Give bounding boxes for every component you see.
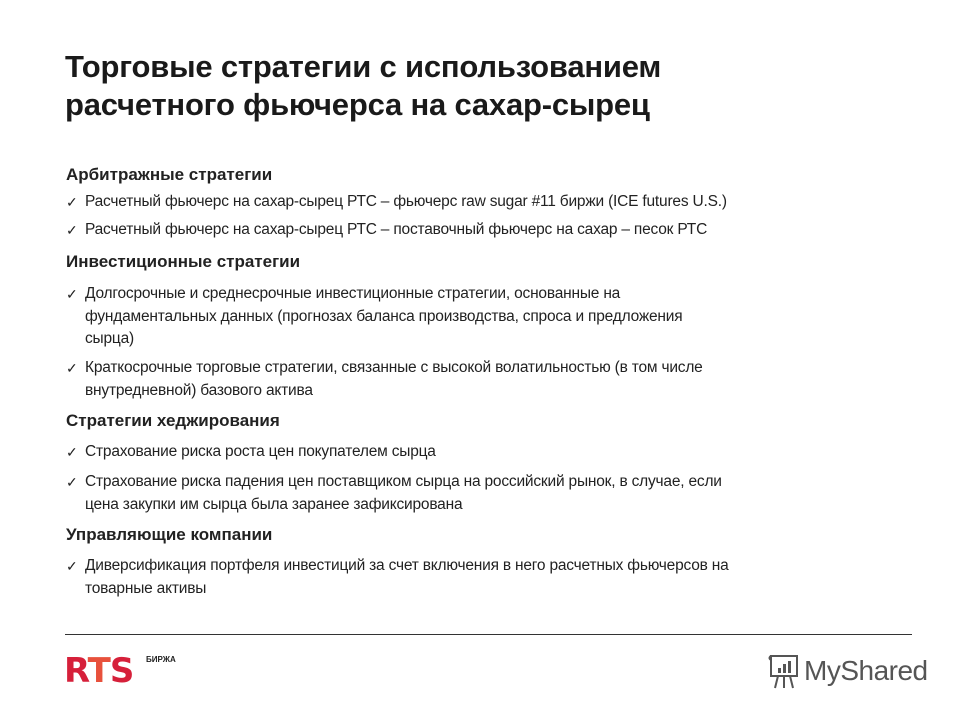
rts-logo <box>64 651 134 691</box>
bullet-item <box>66 471 915 516</box>
title-line: Торговые стратегии с использованием <box>65 49 662 84</box>
title-line: расчетного фьючерса на сахар-сырец <box>65 87 650 122</box>
bullet-line: Долгосрочные и среднесрочные инвестиционные стратегии, основанные на <box>85 285 621 302</box>
bullet-line: Расчетный фьючерс на сахар-сырец РТС – фьючерс raw sugar #11 биржи (ICE futures U.S.) <box>85 193 727 210</box>
logo-subtitle: БИРЖА <box>146 655 176 664</box>
checkmark-icon: ✓ <box>66 194 78 210</box>
bullet-line: внутредневной) базового актива <box>85 381 313 399</box>
bullet-item <box>66 283 915 351</box>
bullet-item <box>66 219 915 242</box>
bullet-line: товарные активы <box>85 579 207 597</box>
checkmark-icon: ✓ <box>66 558 78 574</box>
section-heading: Арбитражные стратегии <box>66 165 273 184</box>
bullet-line: Страхование риска падения цен поставщиком сырца на российский рынок, в случае, если <box>85 473 722 490</box>
bullet-item <box>66 191 915 214</box>
logo-letter: S <box>109 651 134 691</box>
checkmark-icon: ✓ <box>66 222 78 238</box>
bullet-item <box>66 357 915 402</box>
watermark-text: MyShared <box>804 655 928 686</box>
bullet-line: Расчетный фьючерс на сахар-сырец РТС – поставочный фьючерс на сахар – песок РТС <box>85 221 708 238</box>
bullet-line: Страхование риска роста цен покупателем сырца <box>85 443 436 460</box>
myshared-watermark <box>768 652 928 690</box>
bullet-line: сырца) <box>85 330 134 347</box>
logo-letter: R <box>64 651 88 691</box>
bullet-item <box>66 555 915 600</box>
checkmark-icon: ✓ <box>66 286 78 302</box>
checkmark-icon: ✓ <box>66 444 78 460</box>
footer-divider <box>65 634 912 635</box>
presentation-board-icon <box>768 652 800 690</box>
bullet-line: Краткосрочные торговые стратегии, связанные с высокой волатильностью (в том числе <box>85 359 703 376</box>
section-heading: Стратегии хеджирования <box>66 411 280 430</box>
bullet-line: Диверсификация портфеля инвестиций за счет включения в него расчетных фьючерсов на <box>85 557 729 574</box>
bullet-line: фундаментальных данных (прогнозах баланса производства, спроса и предложения <box>85 307 683 325</box>
checkmark-icon: ✓ <box>66 474 78 490</box>
slide-title <box>65 48 661 124</box>
checkmark-icon: ✓ <box>66 360 78 376</box>
logo-letter: T <box>87 651 110 691</box>
bullet-item <box>66 441 915 464</box>
section-heading: Управляющие компании <box>66 525 273 544</box>
section-heading: Инвестиционные стратегии <box>66 252 301 271</box>
bullet-line: цена закупки им сырца была заранее зафиксирована <box>85 495 463 513</box>
